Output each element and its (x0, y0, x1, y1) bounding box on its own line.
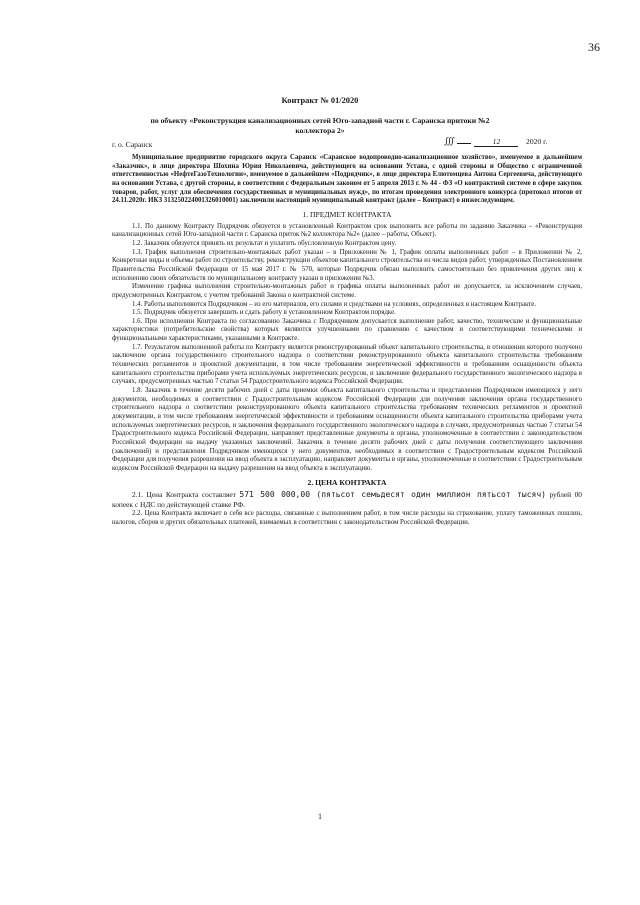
date-day (457, 143, 471, 144)
clause-1-2: 1.2. Заказчик обязуется принять их результат и уплатить обусловленную Контрактом цену. (132, 239, 396, 247)
clause-1-5: 1.5. Подрядчик обязуется завершить и сдать работу в установленном Контрактом порядке. (132, 309, 396, 317)
clause-2-2: 2.2. Цена Контракта включает в себя все расходы, связанные с выполнением работ, в том числе расходы на страхование, уплату таможенных пошлин, налогов, сборов и других обязательных платежей, взимаемых в соответствии с законодательством Российской Федерации. (112, 510, 582, 526)
preamble: Муниципальное предприятие городского округа Саранск «Саранское водопроводно-канализационное хозяйство», именуемое в дальнейшем «Заказчик», в лице директора Шохина Юрия Николаевича, действующего на основании Устава, с одной стороны и Общество с ограниченной ответственностью «НефтеГазоТехнологии», именуемое в дальнейшем «Подрядчик», в лице директора Елютомцева Антона Сергеевича, действующего на основании Устава, с другой стороны, в соответствии с Федеральным законом от 5 апреля 2013 г. № 44 - ФЗ «О контрактной системе в сфере закупок товаров, работ, услуг для обеспечения государственных и муниципальных нужд», по итогам проведения электронного конкурса (протокол итогов от 24.11.2020г. ИКЗ 313250224001326010001) заключили настоящий муниципальный контракт (далее – Контракт) о нижеследующем. (112, 154, 582, 205)
clause-1-4: 1.4. Работы выполняются Подрядчиком – из его материалов, его силами и средствами на условиях, определенных в настоящем Контракте. (132, 300, 537, 308)
clause-1-8: 1.8. Заказчик в течение десяти рабочих дней с даты приемки объекта капитального строительства и представления Подрядчиком имеющихся у него документов, необходимых в соответствии с Градостроительным кодексом Российской Федерации для получения заключения органа государственного строительного надзора о соответствии реконструированного объекта капитального строительства требованиям технических регламентов и проектной документации, в том числе требованиям энергетической эффективности и требованиям оснащенности объекта капитального строительства приборами учета используемых энергетических ресурсов, и заключения федерального государственного экологического надзора в случаях, предусмотренных частью 7 статьи 54 Градостроительного кодекса Российской Федерации, направляет представленные документы в органы, уполномоченные в соответствии с законодательством Российской Федерации на выдачу указанных заключений. Заказчик в течение десяти рабочих дней с даты получения соответствующего заключения (заключений) и представления Подрядчиком имеющихся у него документов, необходимых в соответствии с Градостроительным кодексом Российской Федерации для получения разрешения на ввод объекта в эксплуатацию, направляет документы в органы, уполномоченные в соответствии с Градостроительным кодексом Российской Федерации на выдачу разрешения на ввод объекта в эксплуатацию. (112, 387, 582, 472)
clause-1-7: 1.7. Результатом выполненной работы по Контракту является реконструированный объект капитального строительства, в отношении которого получено заключение органа государственного строительного надзора о соответствии реконструированного объекта капитального строительства требованиям технических регламентов и проектной документации, в том числе требованиям энергетической эффективности и требованиям оснащенности объекта капитального строительства приборами учета используемых энергетических ресурсов, и заключение федерального государственного экологического надзора в случаях, предусмотренных частью 7 статьи 54 Градостроительного кодекса Российской Федерации. (112, 343, 582, 386)
clause-2-1-suffix: рублей 00 копеек с НДС по действующей ставке РФ. (112, 490, 582, 510)
contract-place: г. о. Саранск (112, 140, 153, 149)
contract-title: Контракт № 01/2020 (281, 96, 359, 105)
clause-2-1 (112, 490, 582, 510)
section2-heading: 2. ЦЕНА КОНТРАКТА (307, 477, 387, 487)
contract-body (112, 154, 582, 528)
page-number-bottom: 1 (318, 812, 322, 821)
handwritten-day-mark: ∭⁠ (444, 136, 455, 146)
page-number-top: 36 (588, 40, 600, 54)
clause-1-6: 1.6. При исполнении Контракта по согласованию Заказчика с Подрядчиком допускается выполнение работ, качество, технические и функциональные характеристики (потребительские свойства) которых являются улучшенными по сравнению с качеством и соответствующими техническими и функциональными характеристиками, указанными в Контракте. (112, 317, 582, 343)
contract-price: 571 500 000,00 (пятьсот семьдесят один миллион пятьсот тысяч) (239, 490, 546, 500)
clause-1-1: 1.1. По данному Контракту Подрядчик обязуется в установленный Контрактом срок выполнить все работы по заданию Заказчика – «Реконструкция канализационных сетей Юго-западной части г. Саранска приток №2 коллектора №2» (далее – работы, Объект). (112, 222, 582, 239)
contract-date (444, 136, 547, 147)
date-month: 12 (474, 137, 518, 147)
clause-1-3: 1.3. График выполнения строительно-монтажных работ указан – в Приложении № 1, График оплаты выполненных работ – в Приложении № 2, Конкретные виды и объемы работ по строительству, реконструкции объектов капитального строительства из числа видов работ, утвержденных Постановлением Правительства Российской Федерации от 15 мая 2017 г. № 570, которые Подрядчик обязан выполнить самостоятельно без привлечения других лиц к исполнению своих обязательств по муниципальному контракту указан в приложении №3. (112, 248, 582, 282)
section1-heading: 1. ПРЕДМЕТ КОНТРАКТА (302, 209, 392, 219)
date-year: 2020 г. (526, 137, 548, 146)
contract-subject: по объекту «Реконструкция канализационных сетей Юго-западной части г. Саранска притоки №2 коллектора 2» (150, 116, 490, 135)
clause-2-1-prefix: 2.1. Цена Контракта составляет (132, 490, 236, 500)
clause-1-3-note: Изменение графика выполнения строительно-монтажных работ и графика оплаты выполненных работ не допускается, за исключением случаев, предусмотренных Контрактом, с учетом требований Закона о контрактной системе. (112, 283, 582, 299)
